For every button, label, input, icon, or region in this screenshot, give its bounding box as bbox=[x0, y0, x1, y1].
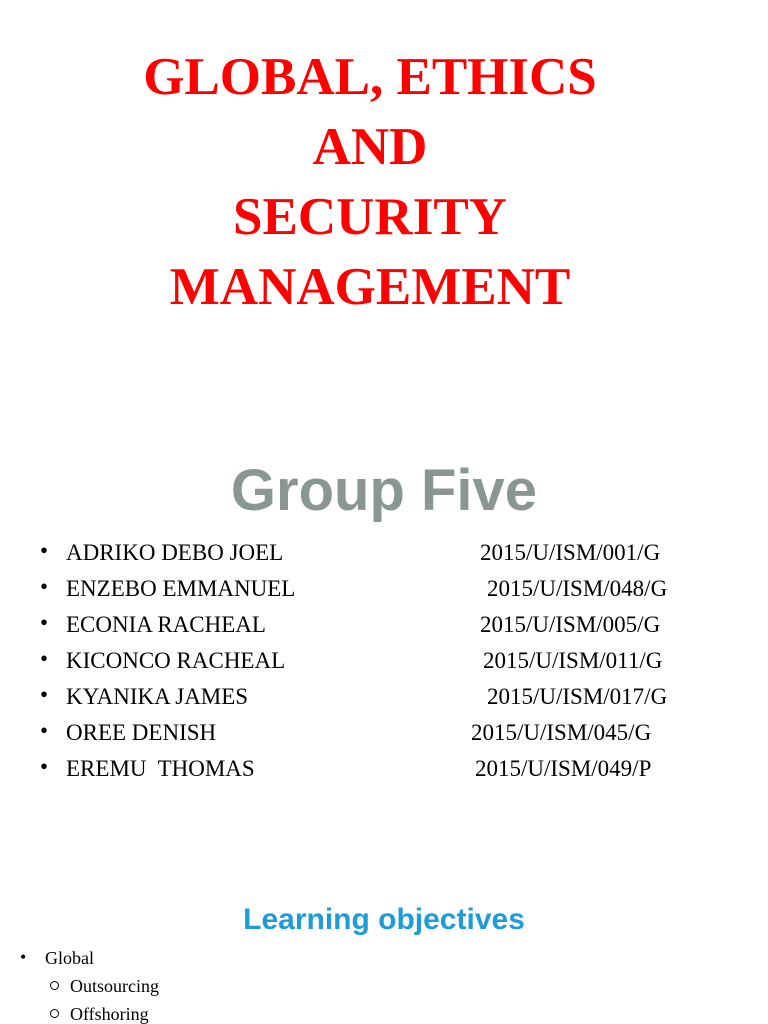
objectives-list bbox=[0, 944, 768, 1024]
circle-bullet-icon bbox=[50, 1009, 59, 1018]
member-reg-number: 2015/U/ISM/017/G bbox=[487, 684, 668, 709]
bullet-icon: • bbox=[20, 947, 27, 967]
member-name: KYANIKA JAMES bbox=[66, 684, 249, 709]
member-item bbox=[0, 535, 768, 571]
member-item bbox=[0, 715, 768, 751]
member-reg-number: 2015/U/ISM/048/G bbox=[487, 576, 668, 601]
member-name: ECONIA RACHEAL bbox=[66, 612, 266, 637]
member-list bbox=[0, 535, 768, 787]
member-reg-number: 2015/U/ISM/011/G bbox=[483, 648, 663, 673]
bullet-icon: • bbox=[40, 682, 49, 707]
objective-label: Offshoring bbox=[70, 1004, 149, 1024]
objectives-heading: Learning objectives bbox=[243, 903, 525, 936]
group-heading: Group Five bbox=[230, 458, 538, 523]
member-reg-number: 2015/U/ISM/005/G bbox=[480, 612, 661, 637]
member-name: ADRIKO DEBO JOEL bbox=[66, 540, 284, 565]
bullet-icon: • bbox=[40, 718, 49, 743]
bullet-icon: • bbox=[40, 610, 49, 635]
member-name: KICONCO RACHEAL bbox=[66, 648, 286, 673]
member-reg-number: 2015/U/ISM/001/G bbox=[480, 540, 661, 565]
circle-bullet-icon bbox=[50, 981, 59, 990]
objective-label: Outsourcing bbox=[70, 976, 159, 996]
member-name: OREE DENISH bbox=[66, 720, 217, 745]
member-item bbox=[0, 679, 768, 715]
title-line: AND bbox=[312, 118, 428, 176]
objective-label: Global bbox=[45, 948, 94, 968]
objective-item bbox=[0, 944, 768, 972]
member-reg-number: 2015/U/ISM/045/G bbox=[471, 720, 652, 745]
member-name: ENZEBO EMMANUEL bbox=[66, 576, 296, 601]
member-item bbox=[0, 607, 768, 643]
title-line: SECURITY bbox=[233, 188, 507, 246]
bullet-icon: • bbox=[40, 538, 49, 563]
title-line: MANAGEMENT bbox=[169, 258, 571, 316]
objective-subitem bbox=[0, 1000, 768, 1024]
member-item bbox=[0, 751, 768, 787]
document-title bbox=[0, 42, 740, 322]
bullet-icon: • bbox=[40, 754, 49, 779]
bullet-icon: • bbox=[40, 574, 49, 599]
member-reg-number: 2015/U/ISM/049/P bbox=[475, 756, 652, 781]
member-item bbox=[0, 643, 768, 679]
member-name: EREMU THOMAS bbox=[66, 756, 255, 781]
objective-subitem bbox=[0, 972, 768, 1000]
member-item bbox=[0, 571, 768, 607]
title-line: GLOBAL, ETHICS bbox=[143, 48, 597, 106]
bullet-icon: • bbox=[40, 646, 49, 671]
